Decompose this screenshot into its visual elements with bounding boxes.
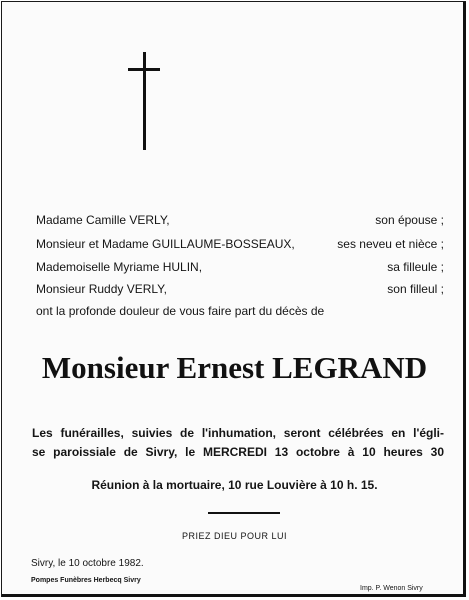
relative-name: Madame Camille VERLY, (36, 213, 170, 227)
relative-name: Mademoiselle Myriame HULIN, (36, 260, 203, 274)
deceased-name: Monsieur Ernest LEGRAND (41, 350, 428, 385)
relative-row (36, 211, 444, 229)
announcement-text: ont la profonde douleur de vous faire part du décès de (36, 304, 325, 318)
funeral-line-1: Les funérailles, suivies de l'inhumation, seront célébrées en l'égli- (32, 426, 444, 440)
relative-row (36, 235, 444, 253)
relative-row (36, 280, 444, 298)
card-shadow-bottom (2, 594, 466, 597)
cross-horizontal-bar (128, 68, 160, 71)
obituary-card (1, 1, 466, 597)
printer-credit: Imp. P. Wenon Sivry (360, 585, 423, 592)
prayer-text: PRIEZ DIEU POUR LUI (181, 531, 287, 541)
cross-vertical-bar (143, 52, 146, 150)
relative-name: Monsieur Ruddy VERLY, (36, 282, 167, 296)
reunion-text: Réunion à la mortuaire, 10 rue Louvière à 10 h. 15. (91, 478, 378, 492)
relative-relation: sa filleule ; (387, 260, 444, 274)
funeral-line-2: se paroissiale de Sivry, le MERCREDI 13 octobre à 10 heures 30 (32, 445, 444, 459)
relative-relation: ses neveu et nièce ; (337, 237, 444, 251)
card-shadow-right (463, 2, 466, 597)
funeral-home: Pompes Funèbres Herbecq Sivry (31, 577, 141, 584)
relative-name: Monsieur et Madame GUILLAUME-BOSSEAUX, (36, 237, 295, 251)
relative-relation: son filleul ; (387, 282, 444, 296)
place-date: Sivry, le 10 octobre 1982. (31, 558, 144, 569)
divider (208, 512, 280, 514)
relative-relation: son épouse ; (375, 213, 444, 227)
relative-row (36, 258, 444, 276)
